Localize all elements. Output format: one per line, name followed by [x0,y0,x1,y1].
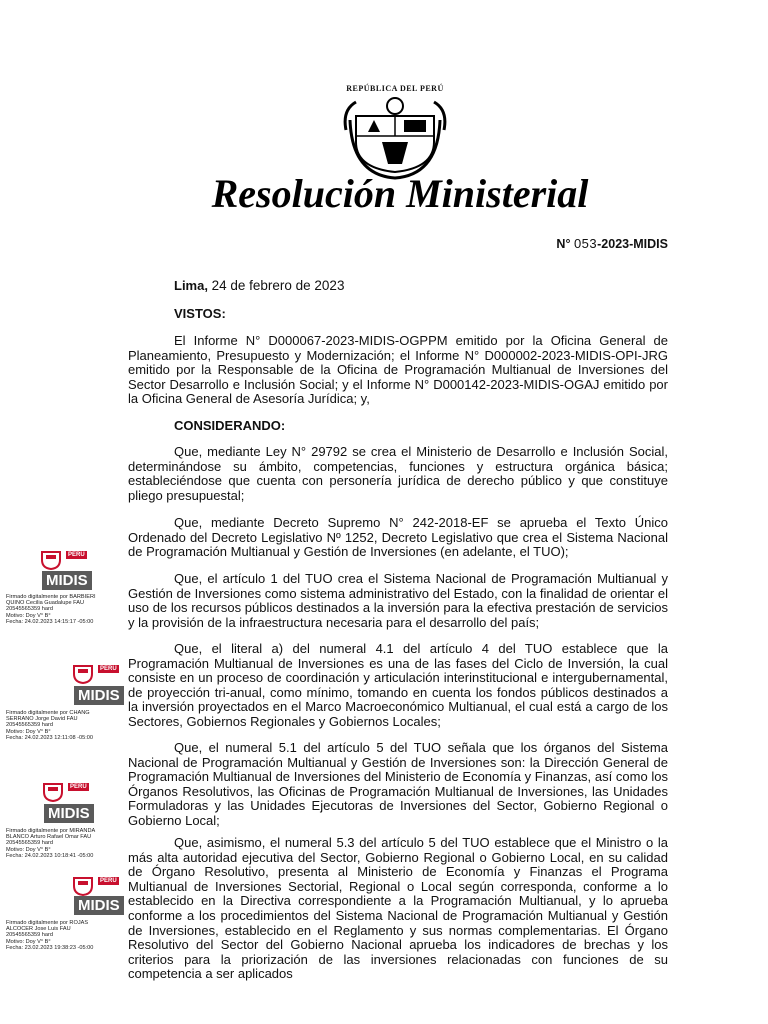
paragraph [128,642,668,730]
shield-icon [72,876,94,896]
text-run: Fecha: 24.02.2023 12:11:08 -05:00 [6,734,93,741]
midis-badge: MIDIS [74,896,124,915]
digital-signature-stamp [6,660,118,741]
number-value: 053 [573,236,598,251]
shield-icon [42,782,64,802]
midis-badge: MIDIS [74,686,124,705]
midis-logo [6,548,96,592]
text-run: Fecha: 24.02.2023 10:18:41 -05:00 [6,852,94,859]
shield-icon [40,550,62,570]
signature-details [6,828,118,859]
digital-signature-stamp [6,548,118,625]
paragraph [128,516,668,560]
signature-details [6,920,118,951]
text-run: Que, mediante Ley N° 29792 se crea el Ministerio de Desarrollo e Inclusión Social, determinándose su ámbito, competencias, funciones y estructura orgánica básica; estableciéndose que cuenta con personería jurídica de derecho público y que constituye pliego presupuestal; [128,444,668,503]
paragraph [128,572,668,630]
text-run: 20545565359 hard [6,606,53,613]
signature-details [6,594,118,625]
city-label: Lima, [174,278,208,293]
text-run: Que, el numeral 5.1 del artículo 5 del TUO señala que los órganos del Sistema Nacional de Programación Multianual y Gestión de Inversiones son: la Dirección General de Programación Multianual de Inversiones del Ministerio de Economía y Finanzas, así como los Órganos Resolutivos, las Oficinas de Programación Multianual de Inversiones, las Unidades Formuladoras y las Unidades Ejecutoras de Inversiones del Sector, Gobierno Regional o Gobierno Local; [128,740,668,828]
peru-tag: PERÚ [70,784,87,790]
date-text: 24 de febrero de 2023 [211,278,345,293]
text-run: Que, el literal a) del numeral 4.1 del artículo 4 del TUO establece que la Programación Multianual de Inversiones es una de las fases del Ciclo de Inversión, la cual consiste en un proceso de coordinación y articulación interinstitucional e intergubernamental, de proyección tri-anual, como mínimo, tomando en cuenta los fondos públicos destinados a la inversión proyectados en el Marco Macroeconómico Multianual, el cual está a cargo de los Sectores, Gobiernos Regionales y Gobiernos Locales; [128,641,668,729]
paragraph [128,334,668,407]
text-run: Firmado digitalmente por CHANG [6,710,90,716]
peru-tag: PERÚ [68,552,85,558]
midis-logo [6,872,118,918]
text-run: Que, mediante Decreto Supremo N° 242-2018-EF se aprueba el Texto Único Ordenado del Decreto Legislativo Nº 1252, Decreto Legislativo que crea el Sistema Nacional de Programación Multianual y Gestión de Inversiones (en adelante, el TUO); [128,515,668,560]
vistos-heading: VISTOS: [174,306,226,321]
midis-logo [6,660,118,708]
text-run: ALCOCER Jose Luis FAU [6,926,71,933]
paragraph [128,836,668,982]
resolution-number [500,236,668,251]
text-run: Que, el artículo 1 del TUO crea el Sistema Nacional de Programación Multianual y Gestión de Inversiones como sistema administrativo del Estado, con la finalidad de orientar el uso de los recursos públicos destinados a la inversión para la efectiva prestación de servicios y la provisión de la infraestructura necesaria para el desarrollo del país; [128,571,668,630]
text-run: Firmado digitalmente por ROJAS [6,920,89,926]
text-run: Motivo: Doy V° B° [6,938,51,945]
text-run: Fecha: 24.02.2023 14:15:17 -05:00 [6,618,94,625]
number-suffix: -2023-MIDIS [597,237,668,251]
paragraph [128,445,668,503]
text-run: BLANCO Arturo Rafael Omar FAU [6,834,92,841]
text-run: Motivo: Doy V° B° [6,728,51,735]
peru-tag: PERÚ [100,878,117,884]
midis-badge: MIDIS [44,804,94,823]
text-run: Firmado digitalmente por BARBIERI [6,594,96,600]
text-run: Fecha: 23.02.2023 19:38:23 -05:00 [6,944,94,951]
number-prefix: N° [556,237,571,251]
text-run: SERRANO Jorge David FAU [6,716,78,723]
text-run: Motivo: Doy V° B° [6,846,51,853]
seal-caption: REPÚBLICA DEL PERÚ [346,84,444,93]
coat-of-arms-seal [342,80,448,180]
considerando-heading: CONSIDERANDO: [174,418,286,433]
midis-logo [6,780,118,826]
text-run: 20545565359 hard [6,932,53,939]
text-run: Motivo: Doy V° B° [6,612,51,619]
text-run: QUINO Cecilia Guadalupe FAU [6,600,85,607]
digital-signature-stamp [6,780,118,859]
digital-signature-stamp [6,872,118,951]
midis-badge: MIDIS [42,571,92,590]
text-run: Firmado digitalmente por MIRANDA [6,828,96,834]
paragraph [128,741,668,829]
document-title: Resolución Ministerial [211,171,589,216]
text-run: 20545565359 hard [6,840,53,847]
peru-tag: PERÚ [100,666,117,672]
text-run: 20545565359 hard [6,722,53,729]
text-run: El Informe N° D000067-2023-MIDIS-OGPPM emitido por la Oficina General de Planeamiento, Presupuesto y Modernización; el Informe N° D000002-2023-MIDIS-OPI-JRG emitido por la Responsable de la Oficina de Programación Multianual de Inversiones del Sector Desarrollo e Inclusión Social; y el Informe N° D000142-2023-MIDIS-OGAJ emitido por la Oficina General de Asesoría Jurídica; y, [128,333,668,407]
shield-icon [72,664,94,684]
text-run: Que, asimismo, el numeral 5.3 del artículo 5 del TUO establece que el Ministro o la más alta autoridad ejecutiva del Sector, Gobierno Regional o Gobierno Local, en su calidad de Órgano Resolutivo, presenta al Ministerio de Economía y Finanzas el Programa Multianual de Inversiones Sectorial, Regional o Local según corresponda, conforme a lo establecido en la Directiva correspondiente a la Programación Multianual, y lo aprueba conforme a los procedimientos del Sistema Nacional de Programación Multianual y Gestión de Inversiones, establecido en el Reglamento y sus normas complementarias. El Órgano Resolutivo del Sector del Gobierno Nacional aprueba los indicadores de brechas y los criterios para la priorización de las inversiones relacionadas con funciones de su competencia a ser aplicados [128,835,668,982]
signature-details [6,710,118,741]
place-date [174,278,344,293]
